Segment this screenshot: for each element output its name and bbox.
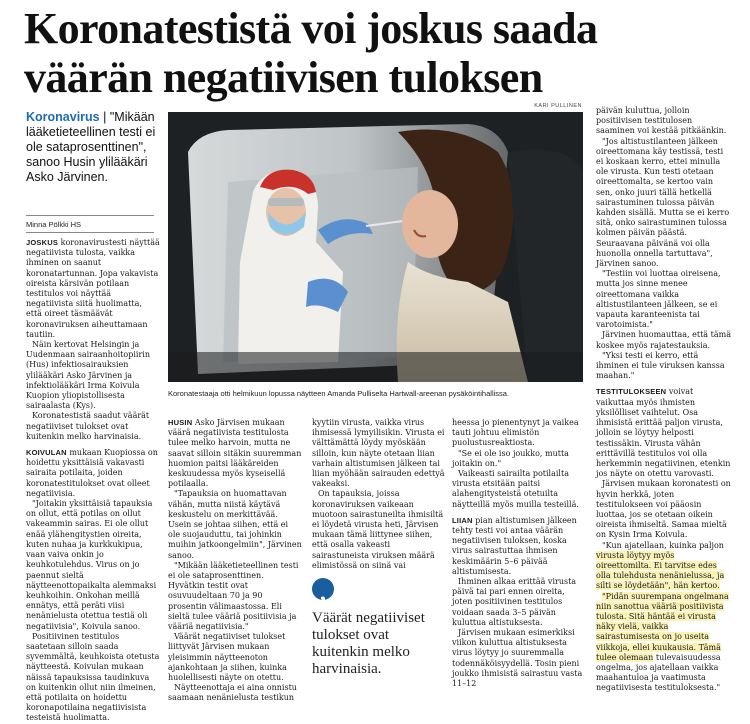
paragraph: HUSIN Asko Järvisen mukaan väärä negatiivista testitulosta tulee melko harvoin, mutta ne saavat silloin sitäkin suuremman huomion paitsi lääkäreiden keskuudessa myös kyseisellä potilaalla. <box>168 418 302 489</box>
paragraph: Koronatestistä saadut väärät negatiiviset tulokset ovat kuitenkin melko harvinaisia. <box>26 411 150 441</box>
quote-icon: , <box>312 578 334 600</box>
paragraph: Ihminen alkaa erittää virusta päivä tai pari ennen oireita, joten positiivinen testitulos voidaan saada 3–5 päivän kuluttua altistuksesta. <box>452 577 577 627</box>
paragraph: Väärät negatiiviset tulokset liittyvät Järvisen mukaan yleisimmin näytteenoton ajankohtaan ja siihen, kuinka huolellisesti näyte on otettu. <box>168 632 287 683</box>
byline: Minna Pölkki HS <box>26 220 82 229</box>
divider <box>26 215 154 216</box>
article-column-3 <box>312 418 446 571</box>
paragraph: päivän kuluttua, jolloin positiivisen testitulosen saaminen voi kestää pitkäänkin. <box>596 106 727 136</box>
paragraph: "Testiin voi luottaa oireisena, mutta jos sinne menee oireettomana vaikka altistustilanteen jälkeen, se ei vapauta karanteenista tai varotoimista." <box>596 269 721 330</box>
highlighted-text: "Pidän suurempana ongelmana niin sanottua vääriä positiivista tulosta. Sitä häntää ei virusta näky vielä, vaikka sairastumisesta on jo useita viikkoja, ellei kuukausia. Tämä tulee olemaan <box>596 591 729 662</box>
paragraph: KOIVULAN mukaan Kuopiossa on hoidettu yksittäisiä vakavasti sairaita potilaita, joiden koronatestitulokset ovat olleet negatiivisia. <box>26 448 158 498</box>
highlight-quote-text: Väärät negatiiviset tulokset ovat kuitenkin melko harvinaisia. <box>312 610 425 677</box>
paragraph: Järvisen mukaan esimerkiksi viikon kuluttua altistuksesta virus löytyy jo suuremmalla todennäköisyydellä. Tosin pieni joukko ihmisistä sairastuu vasta 11–12 <box>452 628 583 689</box>
paragraph: LIIAN pian altistumisen jälkeen tehty testi voi antaa väärän negatiivisen tuloksen, koska virus sairastuttaa ihmisen keskimäärin 5–6 päivää altistumisesta. <box>452 515 577 576</box>
article-column-1 <box>26 238 160 724</box>
article-column-5 <box>596 106 732 694</box>
paragraph: "Jos altistustilanteen jälkeen oireettomana käy testissä, testi ei koskaan kerro, ettei minulla ole virusta. Kun testi otetaan oireettomalta, se kertoo vain sen, onko juuri tällä hetkellä sairastuminen tulossa päivän kahden sisällä. Mutta se ei kerro sitä, onko sairastuminen tulossa kolmen päivän päästä. Seuraavana päivänä voi olla huonolla onnella tartuttava", Järvinen sanoo. <box>596 136 730 269</box>
divider <box>26 232 154 233</box>
photo-credit: KARI PULLINEN <box>534 103 582 109</box>
topic-separator: | <box>99 110 107 124</box>
paragraph: "Se ei ole iso joukko, mutta joitakin on." <box>452 448 569 468</box>
paragraph: kyytiin virusta, vaikka virus ihmisessä lymyilisikin. Virusta ei välttämättä löydy myöskään silloin, kun näyte otetaan liian varhain altistumisen jälkeen tai liian myöhään sairauden edettyä vakeaksi. <box>312 418 445 489</box>
photo-illustration <box>168 112 583 382</box>
article-column-2 <box>168 418 302 704</box>
photo-caption: Koronatestaaja otti helmikuun lopussa näytteen Amanda Pulliselta Hartwall-areenan pysäköintihallissa. <box>168 389 510 398</box>
paragraph: "Yksi testi ei kerro, että ihminen ei tule viruksen kanssa maahan." <box>596 350 725 381</box>
paragraph: "Pidän suurempana ongelmana niin sanottua vääriä positiivista tulosta. Sitä häntää ei virusta näky vielä, vaikka sairastumisesta on jo useita viikkoja, ellei kuukausia. Tämä tulee olemaan tulevaisuudessa ongelma, jos ajatellaan vaikka maahantuloa ja vaatimusta negatiivisesta testituloksesta." <box>596 591 729 693</box>
topic-tag[interactable]: Koronavirus <box>26 110 100 124</box>
paragraph: TESTITULOKSEEN voivat vaikuttaa myös ihmisten yksilölliset vaihtelut. Osa ihmisistä erittää paljon virusta, jolloin se löytyy helposti testissäkin. Virusta vähän erittävillä testitulos voi olla herkemmin negatiivinen, etenkin jos näyte on otettu varovasti. <box>596 387 731 479</box>
highlight-quote <box>312 578 432 678</box>
highlighted-text: virusta löytyy myös oireettomilta. Ei tarvitse edes olla tulehdusta nenänielussa, ja silti se löydetään", hän kertoo. <box>596 550 725 591</box>
paragraph: "Mikään lääketieteellinen testi ei ole sataprosenttinen. Hyvätkin testit ovat osuvuudeltaan 70 ja 90 prosentin välimaastossa. Eli sieltä tulee vääriä positiivisia ja vääriä negatiivisia." <box>168 560 299 632</box>
paragraph: "Kun ajatellaan, kuinka paljon virusta löytyy myös oireettomilta. Ei tarvitse edes olla tulehdusta nenänielussa, ja silti se löydetään", hän kertoo. <box>596 540 725 591</box>
paragraph: Järvisen mukaan koronatesti on hyvin herkkä, joten testitulokseen voi pääosin luottaa, jos se otetaan oikein oireista ihmiseltä. Samaa mieltä on Kysin Irma Koivula. <box>596 479 731 540</box>
paragraph: JOSKUS koronavirustesti näyttää negatiivista tulosta, vaikka ihminen on saanut koronatartunnan. Jopa vakavista oireista kärsivän potilaan testitulos voi näyttää negatiivista siitä huolimatta, että oireet täsmäävät koronaviruksen aiheuttamaan tautiin. <box>26 238 160 339</box>
paragraph: Positiivinen testitulos saatetaan silloin saada syvemmältä, keuhkoista otetusta näytteestä. Koivulan mukaan näissä tapauksissa taudinkuva on kuitenkin ollut niin ilmeinen, että potilaita on hoidettu koronapotilaina negatiivisista testeistä huolimatta. <box>26 631 160 723</box>
article-column-4 <box>452 418 586 689</box>
pull-quote <box>26 110 162 185</box>
paragraph: On tapauksia, joissa koronaviruksen vaikeaan muotoon sairastuneilta ihmisiltä ei löydetä virusta heti, Järvisen mukaan tämä liittynee siihen, että osalla vakeasti sairastuneista viruksen määrä elimistössä on siinä vai <box>312 489 444 570</box>
paragraph: Näin kertovat Helsingin ja Uudenmaan sairaanhoitopiirin (Hus) infektiosairauksien ylilääkäri Asko Järvinen ja infektiolääkäri Irma Koivula Kuopion yliopistollisesta sairaalasta (Kys). <box>26 340 151 411</box>
paragraph: Näytteenottaja ei aina onnistu saamaan nenänielusta testikun <box>168 683 297 703</box>
headline: Koronatestistä voi joskus saada väärän negatiivisen tuloksen <box>24 4 598 102</box>
paragraph: "Tapauksia on huomattavan vähän, mutta niistä käytävä keskustelu on merkittävää. Usein se johtaa siihen, että ei ole suojauduttu, tai johinkin muihin jatkoongelmiin", Järvinen sanoo. <box>168 489 302 560</box>
news-photo <box>168 112 583 382</box>
paragraph: heessa jo pienentynyt ja vaikea tauti johtuu elimistön puolustusreaktiosta. <box>452 418 579 448</box>
paragraph: Vaikeasti sairailta potilailta virusta etsitään paitsi alahengitysteistä otetuilta näytteillä myös muilla testeillä. <box>452 469 579 509</box>
paragraph: "Joitakin yksittäisiä tapauksia on ollut, että potilas on ollut vakeammin sairas. Ei ole ollut enää ylähengitystien oireita, kuten nuhaa ja kurkkukipua, vaan vaiva onkin jo keuhkotulehdus. Virus on jo paennut sieltä näytteenottopaikalta alemmaksi keuhkoihin. Onkohan meillä ennätys, että peräti viisi nenänielusta otettua testiä oli negatiivisia", Koivula sanoo. <box>26 499 157 631</box>
paragraph: Järvinen huomauttaa, että tämä koskee myös rajatestauksia. <box>596 330 731 350</box>
pull-quote-text: "Mikään lääketieteellinen testi ei ole sataprosenttinen", sanoo Husin ylilääkäri Asko Järvinen. <box>26 110 156 184</box>
